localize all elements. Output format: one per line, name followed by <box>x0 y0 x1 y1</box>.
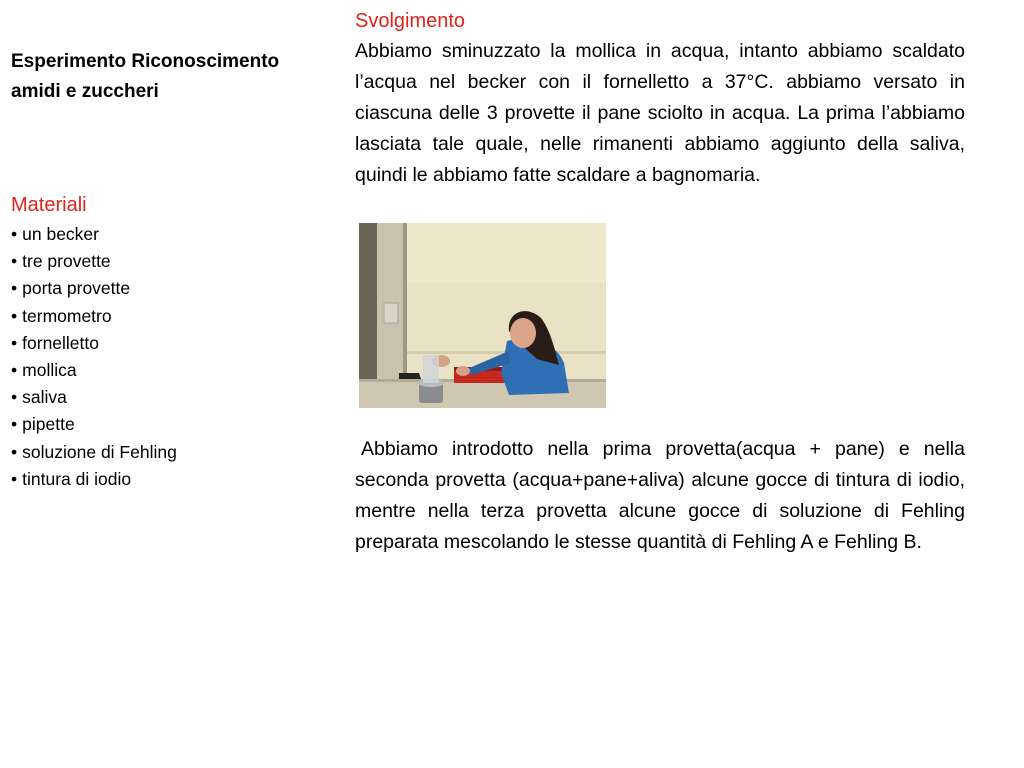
list-item: • porta provette <box>11 275 177 302</box>
list-item: • tre provette <box>11 248 177 275</box>
materials-heading: Materiali <box>11 194 87 216</box>
list-item: • un becker <box>11 221 177 248</box>
list-item: • tintura di iodio <box>11 466 177 493</box>
materials-list <box>11 221 177 493</box>
experiment-photo <box>359 223 606 408</box>
procedure-paragraph-2: Abbiamo introdotto nella prima provetta(acqua + pane) e nella seconda provetta (acqua+pane+aliva) alcune gocce di tintura di iodio, mentre nella terza provetta alcune gocce di soluzione di Fehling preparata mescolando le stesse quantità di Fehling A e Fehling B. <box>355 438 965 553</box>
list-item: • mollica <box>11 357 177 384</box>
procedure-heading: Svolgimento <box>355 10 466 32</box>
list-item: • soluzione di Fehling <box>11 439 177 466</box>
list-item: • fornelletto <box>11 330 177 357</box>
procedure-paragraph-1: Abbiamo sminuzzato la mollica in acqua, intanto abbiamo scaldato l’acqua nel becker con il fornelletto a 37°C. abbiamo versato in ciascuna delle 3 provette il pane sciolto in acqua. La prima l’abbiamo lasciata tale quale, nelle rimanenti abbiamo aggiunto della saliva, quindi le abbiamo fatte scaldare a bagnomaria. <box>355 40 965 186</box>
list-item: • pipette <box>11 411 177 438</box>
slide-title: Esperimento Riconoscimento amidi e zuccheri <box>11 51 280 102</box>
list-item: • termometro <box>11 303 177 330</box>
list-item: • saliva <box>11 384 177 411</box>
